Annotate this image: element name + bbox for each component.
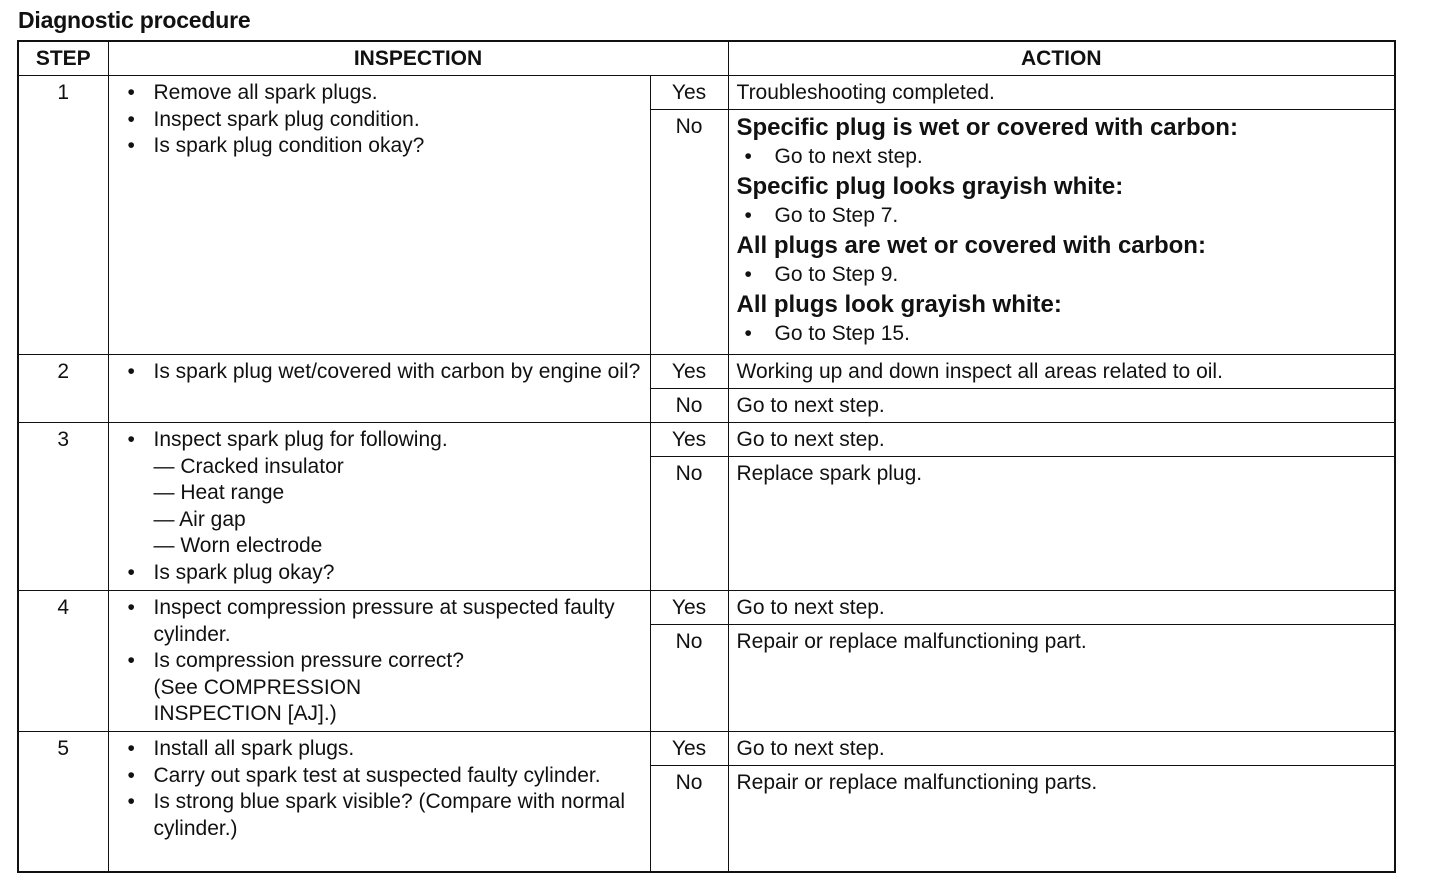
- inspection-item: • Inspect spark plug for following.: [123, 427, 642, 454]
- step-number: 5: [18, 732, 108, 872]
- inspection-item: • Install all spark plugs.: [123, 736, 642, 763]
- case-heading: All plugs are wet or covered with carbon:: [736, 232, 1206, 260]
- no-label: No: [650, 457, 728, 591]
- header-step: STEP: [18, 41, 108, 76]
- step-number: 2: [18, 355, 108, 423]
- inspection-cell: [108, 732, 650, 872]
- yes-label: Yes: [650, 423, 728, 457]
- no-action: Go to next step.: [728, 389, 1395, 423]
- no-action: Repair or replace malfunctioning parts.: [728, 766, 1395, 872]
- inspection-item: • Carry out spark test at suspected faulty cylinder.: [123, 763, 642, 790]
- case-item: • Go to Step 7.: [737, 202, 1387, 230]
- inspection-cell: [108, 591, 650, 732]
- yes-action: Go to next step.: [728, 423, 1395, 457]
- inspection-item: • Inspect compression pressure at suspected faulty cylinder.: [123, 595, 642, 648]
- step-number: 3: [18, 423, 108, 591]
- inspection-item: • Is spark plug wet/covered with carbon by engine oil?: [123, 359, 642, 386]
- case-item: • Go to Step 9.: [737, 261, 1387, 289]
- yes-action: Go to next step.: [728, 591, 1395, 625]
- inspection-item: • Is compression pressure correct?: [123, 648, 642, 675]
- diagnostic-procedure-table: [17, 40, 1396, 873]
- case-item: • Go to Step 15.: [737, 320, 1387, 348]
- table-row: [18, 732, 1395, 766]
- header-inspection: INSPECTION: [108, 41, 728, 76]
- table-row: [18, 423, 1395, 457]
- inspection-item: • Is spark plug condition okay?: [123, 133, 642, 160]
- yes-action: Go to next step.: [728, 732, 1395, 766]
- inspection-item: • Inspect spark plug condition.: [123, 107, 642, 134]
- no-action: Replace spark plug.: [728, 457, 1395, 591]
- no-action: [728, 110, 1395, 355]
- table-row: [18, 355, 1395, 389]
- sub-item: — Heat range: [153, 481, 285, 505]
- case-heading: All plugs look grayish white:: [736, 291, 1062, 319]
- inspection-cell: [108, 76, 650, 355]
- table-header-row: [18, 41, 1395, 76]
- document-title: Diagnostic procedure: [18, 7, 251, 33]
- inspection-cell: [108, 355, 650, 423]
- yes-action: Working up and down inspect all areas related to oil.: [728, 355, 1395, 389]
- inspection-item: • Is spark plug okay?: [123, 560, 642, 587]
- inspection-cell: [108, 423, 650, 591]
- yes-label: Yes: [650, 591, 728, 625]
- sub-item: — Cracked insulator: [153, 454, 344, 478]
- case-heading: Specific plug is wet or covered with carbon:: [736, 114, 1238, 142]
- header-action: ACTION: [728, 41, 1395, 76]
- step-number: 4: [18, 591, 108, 732]
- table-row: [18, 76, 1395, 110]
- no-label: No: [650, 625, 728, 732]
- yes-label: Yes: [650, 76, 728, 110]
- table-row: [18, 591, 1395, 625]
- inspection-note: (See COMPRESSION: [153, 675, 362, 699]
- sub-item: — Air gap: [153, 507, 246, 531]
- inspection-note: INSPECTION [AJ].): [153, 702, 337, 726]
- no-label: No: [650, 110, 728, 355]
- no-label: No: [650, 389, 728, 423]
- yes-action: Troubleshooting completed.: [728, 76, 1395, 110]
- no-label: No: [650, 766, 728, 872]
- yes-label: Yes: [650, 355, 728, 389]
- inspection-item: • Is strong blue spark visible? (Compare with normal cylinder.): [123, 789, 642, 842]
- sub-item: — Worn electrode: [153, 534, 323, 558]
- yes-label: Yes: [650, 732, 728, 766]
- inspection-item: • Remove all spark plugs.: [123, 80, 642, 107]
- step-number: 1: [18, 76, 108, 355]
- no-action: Repair or replace malfunctioning part.: [728, 625, 1395, 732]
- case-heading: Specific plug looks grayish white:: [736, 173, 1124, 201]
- case-item: • Go to next step.: [737, 143, 1387, 171]
